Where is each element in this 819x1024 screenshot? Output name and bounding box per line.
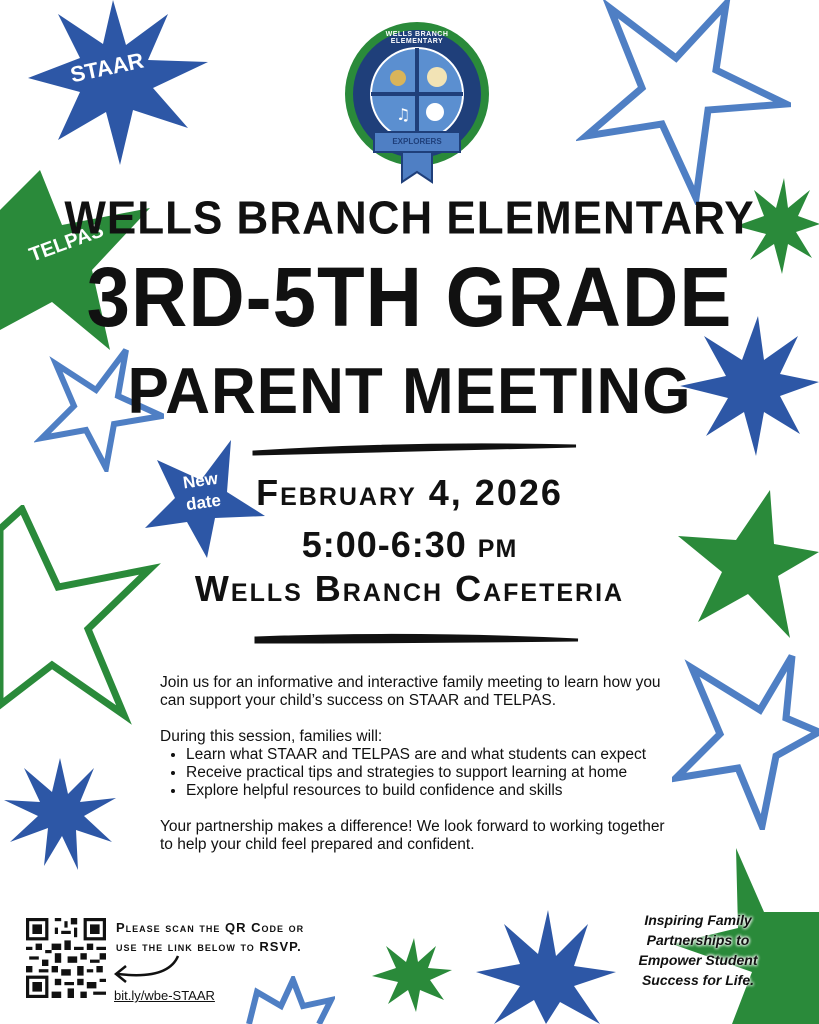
event-time: 5:00-6:30 pm <box>301 524 518 565</box>
star-staar-label: STAAR <box>68 47 146 88</box>
divider-top <box>250 438 580 458</box>
rsvp-link[interactable]: bit.ly/wbe-STAAR <box>114 988 215 1003</box>
svg-text:♫: ♫ <box>396 105 411 124</box>
event-date: February 4, 2026 <box>256 472 563 513</box>
starburst-left-bottom <box>4 758 116 870</box>
grade-heading: 3RD-5TH GRADE <box>86 249 733 345</box>
starburst-bottom-green <box>372 938 452 1012</box>
star-outline-bottom <box>245 976 335 1024</box>
list-item: • Explore helpful resources to build confidence and skills <box>186 782 680 800</box>
body-copy <box>160 674 680 854</box>
logo-arc-text: WELLS BRANCH ELEMENTARY <box>385 31 449 45</box>
event-heading: PARENT MEETING <box>127 355 692 428</box>
star-new-date-label: New date <box>181 468 223 515</box>
logo-banner-text: EXPLORERS <box>392 137 442 146</box>
event-location: Wells Branch Cafeteria <box>194 568 625 609</box>
divider-bottom <box>252 628 582 648</box>
tagline: Inspiring Family Partnerships to Empower Student Success for Life. <box>638 912 758 988</box>
star-outline-right <box>672 652 819 830</box>
closing-paragraph: Your partnership makes a difference! We look forward to working together to help your child feel prepared and confident. <box>160 818 665 853</box>
qr-code[interactable] <box>26 918 106 998</box>
star-outline-top-right <box>576 0 791 205</box>
intro-paragraph: Join us for an informative and interactive family meeting to learn how you can support your child’s success on STAAR and TELPAS. <box>160 674 661 709</box>
star-telpas-label: TELPAS <box>26 219 107 267</box>
starburst-bottom-blue <box>476 910 616 1024</box>
school-logo <box>342 22 492 184</box>
list-item: • Receive practical tips and strategies to support learning at home <box>186 764 680 782</box>
list-intro: During this session, families will: <box>160 728 383 745</box>
benefits-list <box>160 746 680 800</box>
list-item: • Learn what STAAR and TELPAS are and what students can expect <box>186 746 680 764</box>
arrow-icon <box>108 952 184 986</box>
star-staar <box>18 0 208 165</box>
school-name-heading: WELLS BRANCH ELEMENTARY <box>64 192 755 245</box>
rsvp-instruction: Please scan the QR Code or use the link below to RSVP. <box>116 920 305 954</box>
